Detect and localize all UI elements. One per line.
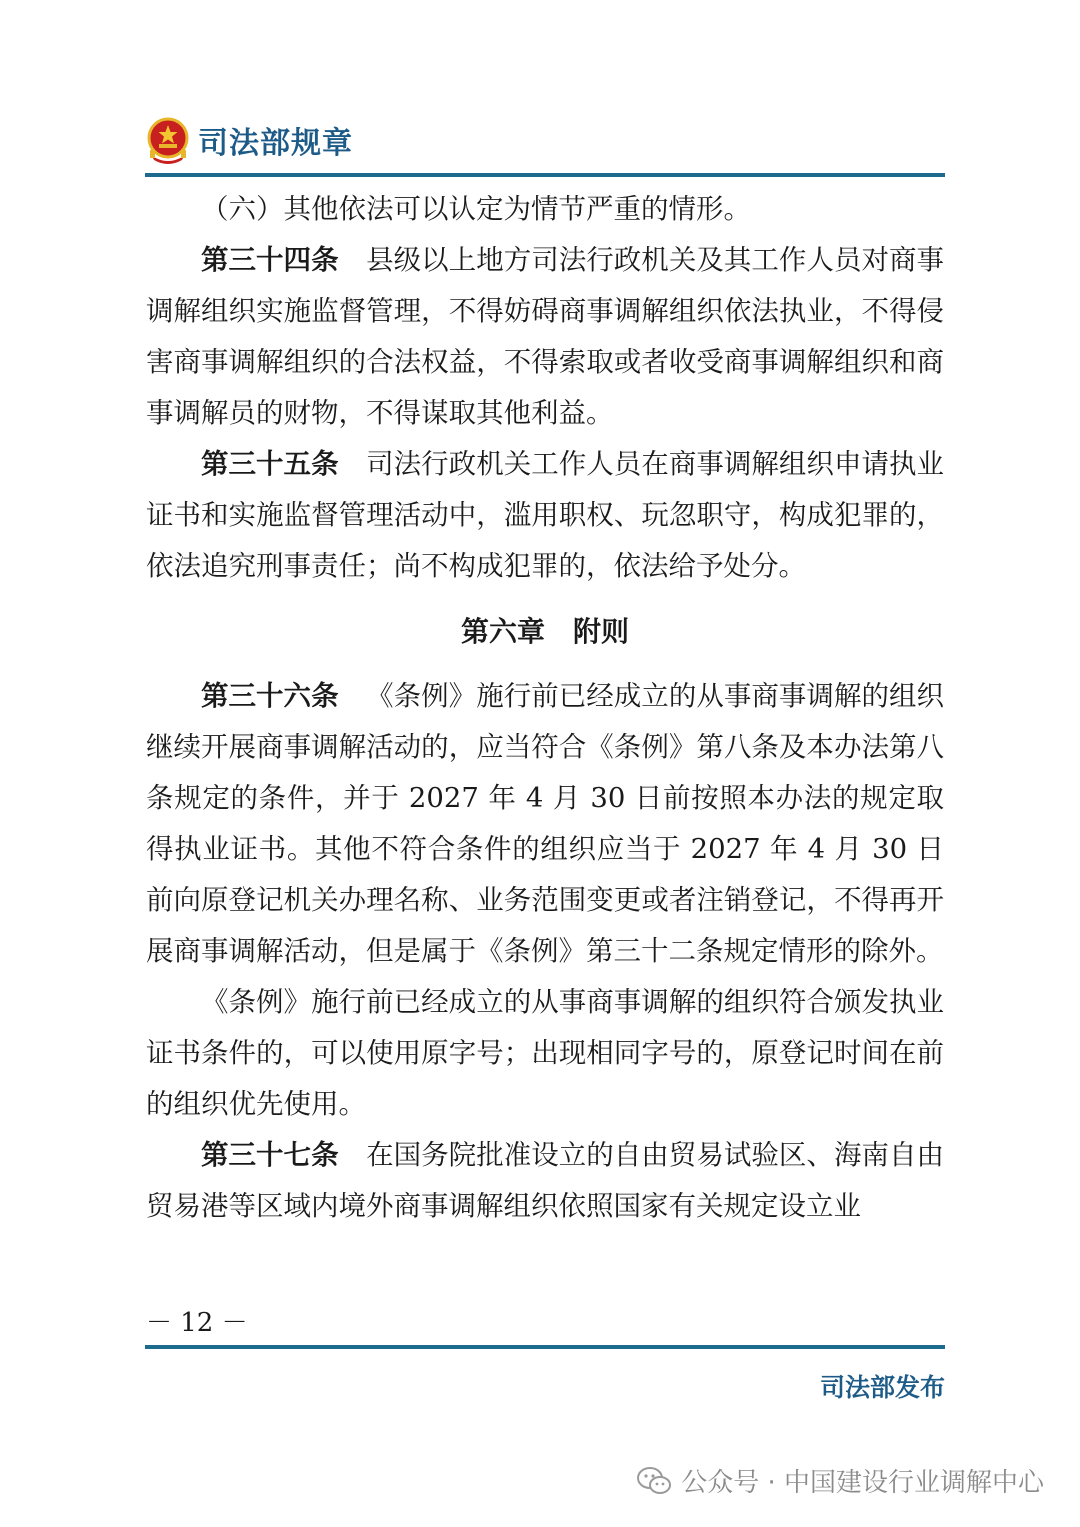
watermark-text: 公众号 · 中国建设行业调解中心 (681, 1468, 1044, 1498)
paragraph-text: （六）其他依法可以认定为情节严重的情形。 (201, 193, 751, 225)
paragraph (146, 977, 944, 1130)
article-37 (146, 1130, 944, 1232)
wechat-icon (637, 1466, 671, 1496)
header-divider (145, 173, 945, 177)
watermark (637, 1462, 1044, 1499)
page-header (146, 112, 353, 168)
article-heading: 第三十四条 (201, 244, 339, 276)
article-36 (146, 671, 944, 977)
article-35 (146, 439, 944, 592)
article-heading: 第三十七条 (201, 1139, 339, 1171)
page-number: － 12 － (146, 1308, 248, 1338)
article-text: 在国务院批准设立的自由贸易试验区、海南自由贸易港等区域内境外商事调解组织依照国家有关规定设立业 (146, 1139, 945, 1222)
article-heading: 第三十六条 (201, 680, 339, 712)
article-text: 司法行政机关工作人员在商事调解组织申请执业证书和实施监督管理活动中，滥用职权、玩忽职守，构成犯罪的，依法追究刑事责任；尚不构成犯罪的，依法给予处分。 (146, 448, 945, 582)
article-text: 《条例》施行前已经成立的从事商事调解的组织继续开展商事调解活动的，应当符合《条例》第八条及本办法第八条规定的条件，并于 2027 年 4 月 30 日前按照本办法的规定取得执业证书。其他不符合条件的组织应当于 2027 年 4 月 30 日前向原登记机关办理名称、业务范围变更或者注销登记，不得再开展商事调解活动，但是属于《条例》第三十二条规定情形的除外。 (146, 680, 945, 967)
paragraph-text: 《条例》施行前已经成立的从事商事调解的组织符合颁发执业证书条件的，可以使用原字号；出现相同字号的，原登记时间在前的组织优先使用。 (146, 986, 944, 1120)
footer-divider (145, 1345, 945, 1349)
article-34 (146, 235, 944, 439)
paragraph (146, 184, 944, 235)
national-emblem-icon (146, 116, 190, 164)
header-title: 司法部规章 (198, 126, 353, 161)
publisher-label: 司法部发布 (819, 1373, 945, 1402)
article-text: 县级以上地方司法行政机关及其工作人员对商事调解组织实施监督管理，不得妨碍商事调解组织依法执业，不得侵害商事调解组织的合法权益，不得索取或者收受商事调解组织和商事调解员的财物，不得谋取其他利益。 (146, 244, 945, 429)
document-body (146, 184, 944, 1232)
article-heading: 第三十五条 (201, 448, 339, 480)
chapter-heading: 第六章 附则 (460, 615, 629, 648)
